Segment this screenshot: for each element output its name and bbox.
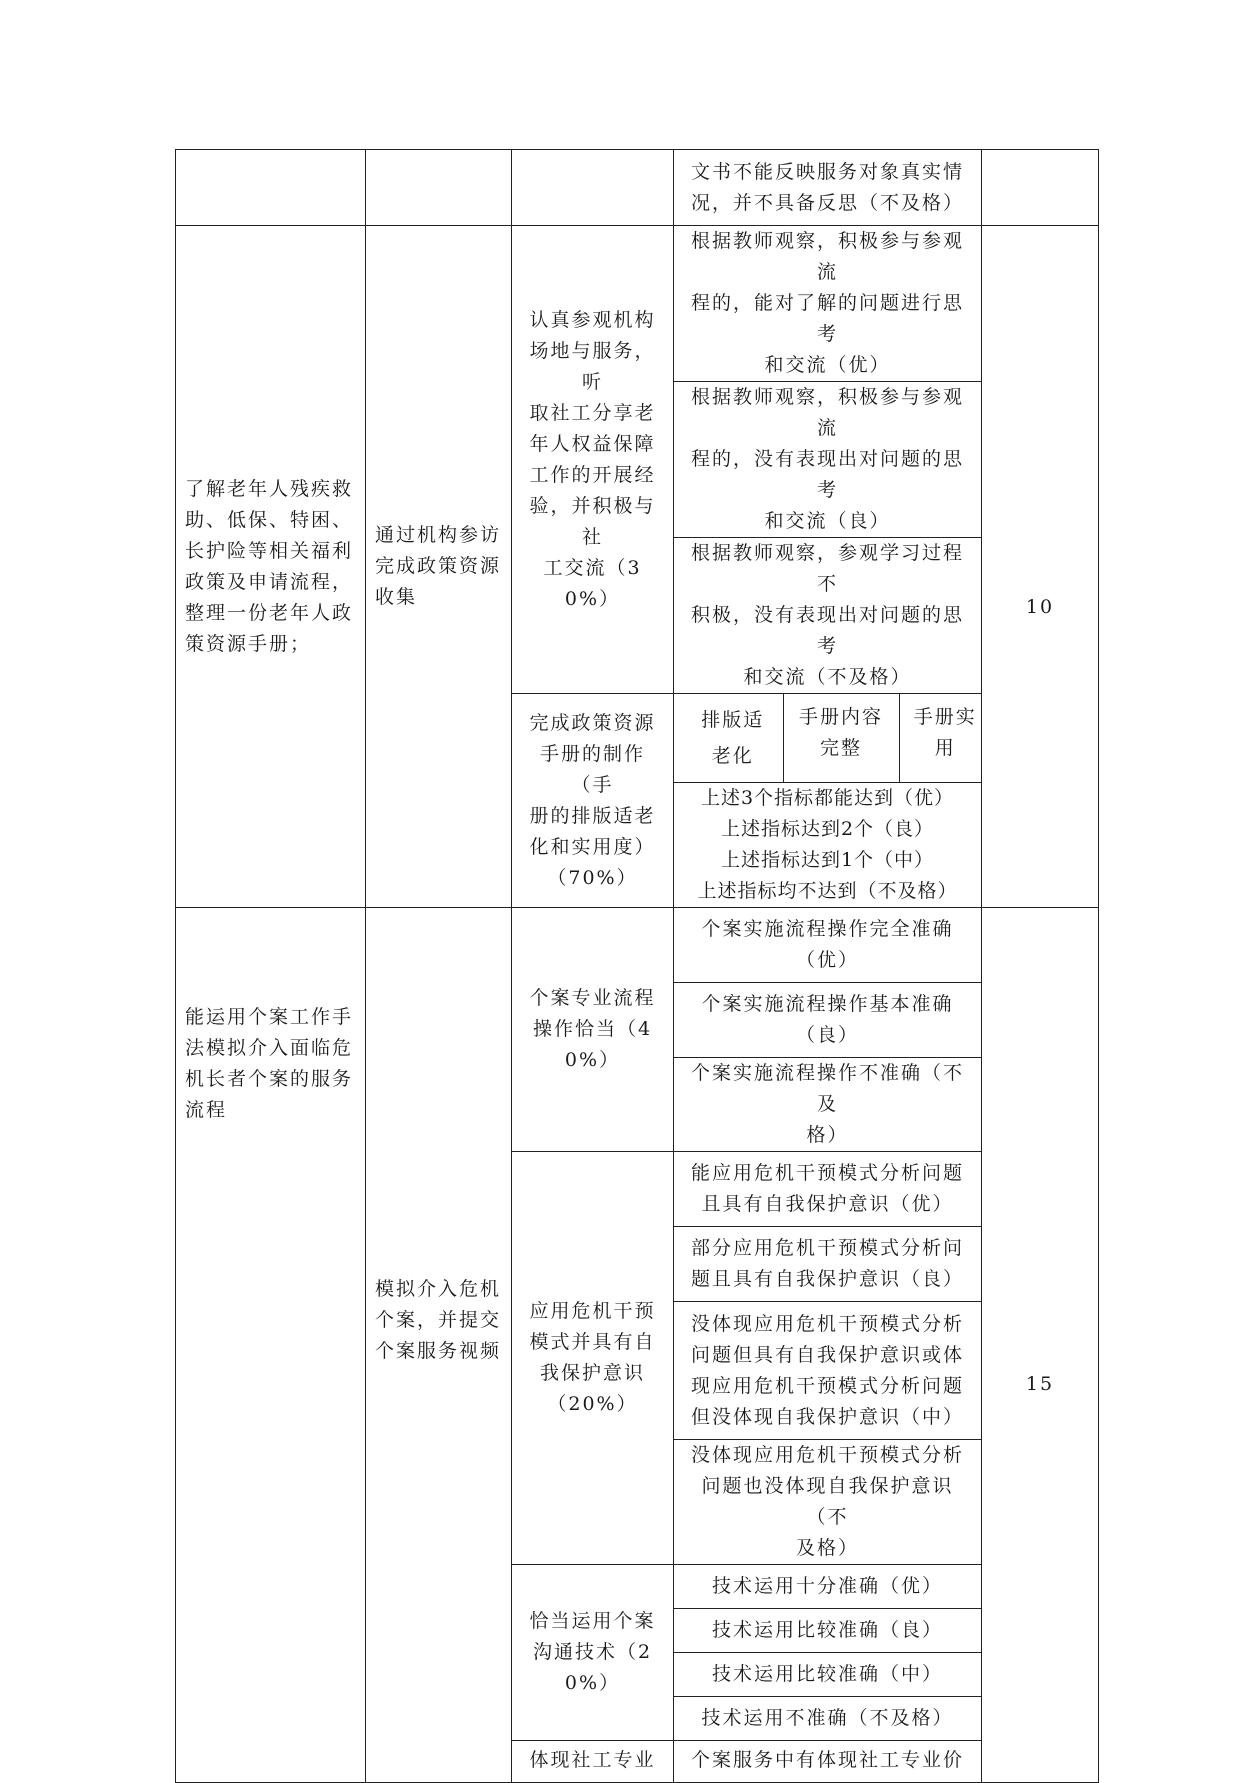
table-row (176, 908, 1099, 983)
criteria-cell: 根据教师观察，积极参与参观流 程的，没有表现出对问题的思考 和交流（良） (674, 382, 982, 538)
objective-cell: 能运用个案工作手 法模拟介入面临危 机长者个案的服务 流程 (176, 908, 366, 1783)
task-cell-empty (366, 150, 512, 226)
task-cell: 模拟介入危机 个案，并提交 个案服务视频 (366, 908, 512, 1783)
criteria-cell: 技术运用不准确（不及格） (674, 1697, 982, 1741)
item-cell: 应用危机干预 模式并具有自 我保护意识 （20%） (512, 1152, 674, 1565)
score-cell: 10 (982, 226, 1099, 908)
item-cell: 完成政策资源 手册的制作（手 册的排版适老 化和实用度） （70%） (512, 694, 674, 908)
item-cell: 恰当运用个案 沟通技术（20%） (512, 1565, 674, 1741)
criteria-cell: 部分应用危机干预模式分析问 题且具有自我保护意识（良） (674, 1227, 982, 1302)
objective-cell-empty (176, 150, 366, 226)
criteria-cell: 技术运用比较准确（中） (674, 1653, 982, 1697)
assessment-table (175, 149, 1099, 1783)
sub-indicator-table (683, 694, 991, 782)
score-cell-empty (982, 150, 1099, 226)
sub-indicator-practical: 手册实 用 (913, 706, 977, 759)
criteria-cell: 根据教师观察，积极参与参观流 程的，能对了解的问题进行思考 和交流（优） (674, 226, 982, 382)
table-row (176, 150, 1099, 226)
score-cell: 15 (982, 908, 1099, 1783)
item-cell: 体现社工专业 (512, 1741, 674, 1783)
criteria-cell: 技术运用比较准确（良） (674, 1609, 982, 1653)
criteria-cell: 能应用危机干预模式分析问题 且具有自我保护意识（优） (674, 1152, 982, 1227)
sub-indicator-content: 手册内容 完整 (783, 694, 899, 782)
task-cell: 通过机构参访 完成政策资源 收集 (366, 226, 512, 908)
criteria-cell: 个案实施流程操作不准确（不及 格） (674, 1058, 982, 1152)
item-cell: 认真参观机构 场地与服务，听 取社工分享老 年人权益保障 工作的开展经 验，并积极与社 工交流（30%） (512, 226, 674, 694)
criteria-cell: 个案实施流程操作完全准确 （优） (674, 908, 982, 983)
sub-indicator-layout: 排版适 老化 (683, 694, 783, 782)
item-cell-empty (512, 150, 674, 226)
table-row (176, 226, 1099, 382)
criteria-cell: 没体现应用危机干预模式分析 问题但具有自我保护意识或体 现应用危机干预模式分析问题 但没体现自我保护意识（中） (674, 1302, 982, 1440)
item-cell: 个案专业流程 操作恰当（40%） (512, 908, 674, 1152)
objective-cell: 了解老年人残疾救 助、低保、特困、 长护险等相关福利 政策及申请流程， 整理一份老年人政 策资源手册； (176, 226, 366, 908)
criteria-cell: 技术运用十分准确（优） (674, 1565, 982, 1609)
criteria-cell: 文书不能反映服务对象真实情 况，并不具备反思（不及格） (674, 150, 982, 226)
criteria-cell: 上述3个指标都能达到（优） 上述指标达到2个（良） 上述指标达到1个（中） 上述指标均不达到（不及格） (674, 783, 982, 908)
criteria-cell: 没体现应用危机干预模式分析 问题也没体现自我保护意识（不 及格） (674, 1440, 982, 1565)
criteria-cell: 个案实施流程操作基本准确 （良） (674, 983, 982, 1058)
criteria-cell: 根据教师观察，参观学习过程不 积极，没有表现出对问题的思考 和交流（不及格） (674, 538, 982, 694)
criteria-cell: 个案服务中有体现社工专业价 (674, 1741, 982, 1783)
sub-indicator-cell (674, 694, 982, 783)
